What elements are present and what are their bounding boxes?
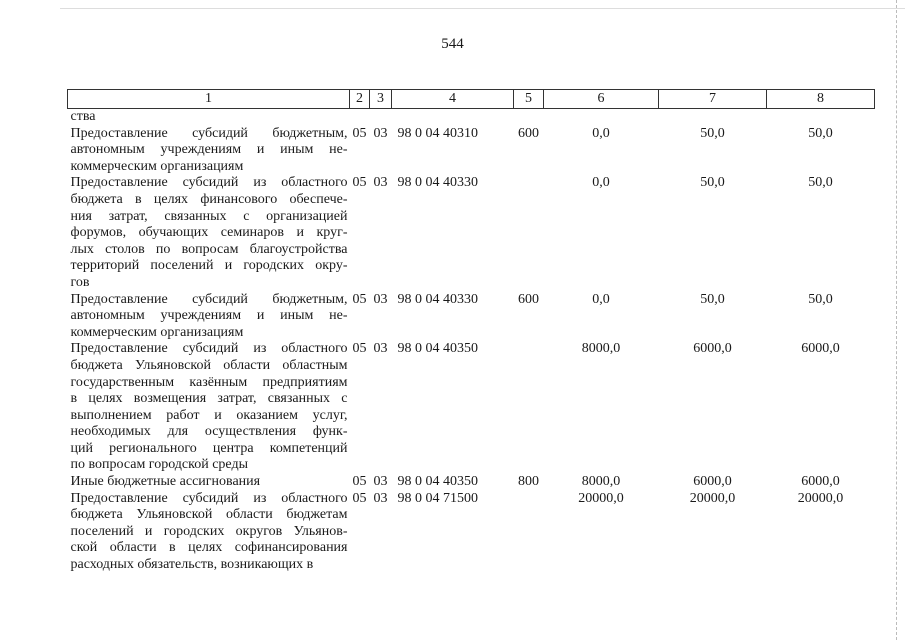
row-cell-c2: 05 (352, 175, 367, 191)
row-name-line: коммерческим организациям (70, 158, 244, 174)
row-name-line: бюджета Ульяновской области областным (70, 357, 348, 373)
row-cell-c3: 03 (373, 291, 388, 307)
row-cell-c5: 600 (518, 125, 539, 141)
row-name-line: коммерческим организациям (70, 324, 244, 340)
row-cell-c8: 6000,0 (801, 341, 840, 357)
row-cell-c3: 03 (373, 490, 388, 506)
table-row (68, 175, 875, 291)
row-cell-c7: 50,0 (700, 175, 725, 191)
row-name-cell (68, 126, 350, 176)
row-name-line: Предоставление субсидий бюджетным, (70, 125, 348, 141)
table-row (68, 341, 875, 474)
row-cell-c3: 03 (373, 175, 388, 191)
row-cell-c3: 03 (373, 125, 388, 141)
row-cell-c2: 05 (352, 125, 367, 141)
row-name-line: Предоставление субсидий из областного (70, 490, 348, 506)
row-name-cell (68, 109, 350, 126)
row-cell-c4: 98 0 04 40330 (397, 175, 478, 191)
row-cell-c2: 05 (352, 490, 367, 506)
row-cell-c5: 600 (518, 291, 539, 307)
row-name-line: расходных обязательств, возникающих в (70, 557, 314, 573)
row-name-line: ций регионального центра компетенций (70, 440, 348, 456)
row-name-line: необходимых для осуществления функ- (70, 424, 348, 440)
row-name-line: ской области в целях софинансирования (70, 540, 348, 556)
row-name-line: ства (70, 109, 96, 124)
row-cell-c5 (514, 341, 544, 474)
row-name-line: Предоставление субсидий из областного (70, 341, 348, 357)
row-name-line: форумов, обучающих семинаров и круг- (70, 225, 348, 241)
table-row (68, 491, 875, 574)
row-cell-c6: 20000,0 (578, 490, 624, 506)
row-cell-c7 (659, 109, 767, 126)
row-cell-c2: 05 (352, 474, 367, 490)
row-name-cell (68, 474, 350, 491)
row-cell-c8: 50,0 (808, 175, 833, 191)
row-cell-c8: 50,0 (808, 125, 833, 141)
row-name-line: Предоставление субсидий бюджетным, (70, 291, 348, 307)
row-cell-c6: 0,0 (592, 125, 610, 141)
row-cell-c5 (514, 175, 544, 291)
row-cell-c7: 50,0 (700, 291, 725, 307)
row-name-line: Предоставление субсидий из областного (70, 175, 348, 191)
row-cell-c7: 20000,0 (689, 490, 736, 506)
row-cell-c8: 20000,0 (797, 490, 844, 506)
header-cell-6: 6 (544, 90, 659, 109)
header-cell-7: 7 (659, 90, 767, 109)
row-name-line: автономным учреждениям и иным не- (70, 308, 348, 324)
row-name-line: выполнением работ и оказанием услуг, (70, 407, 348, 423)
row-cell-c4 (392, 109, 514, 126)
row-cell-c8: 50,0 (808, 291, 833, 307)
row-cell-c5: 800 (518, 474, 539, 490)
row-name-line: бюджета Ульяновской области бюджетам (70, 507, 348, 523)
row-name-line: гов (70, 274, 90, 290)
row-name-line: ния затрат, связанных с организацией (70, 208, 348, 224)
row-name-cell (68, 175, 350, 291)
page-edge-top (60, 8, 905, 9)
row-cell-c3 (370, 109, 392, 126)
row-name-cell (68, 341, 350, 474)
row-cell-c3: 03 (373, 341, 388, 357)
row-name-line: поселений и городских округов Ульянов- (70, 523, 348, 539)
row-cell-c8 (767, 109, 875, 126)
row-cell-c6: 0,0 (592, 291, 610, 307)
page-edge-right (896, 0, 897, 640)
header-cell-8: 8 (767, 90, 875, 109)
row-cell-c6: 8000,0 (581, 474, 621, 490)
table-header-row (68, 90, 875, 109)
row-name-line: автономным учреждениям и иным не- (70, 142, 348, 158)
header-cell-5: 5 (514, 90, 544, 109)
row-name-line: в целях возмещения затрат, связанных с (70, 391, 348, 407)
table-row (68, 474, 875, 491)
row-cell-c6 (544, 109, 659, 126)
row-cell-c7: 6000,0 (693, 474, 732, 490)
row-name-line: Иные бюджетные ассигнования (70, 474, 261, 490)
header-cell-1: 1 (68, 90, 350, 109)
header-cell-4: 4 (392, 90, 514, 109)
header-cell-2: 2 (350, 90, 370, 109)
row-cell-c6: 0,0 (592, 175, 610, 191)
table-row (68, 292, 875, 342)
row-cell-c4: 98 0 04 71500 (397, 490, 478, 506)
row-cell-c4: 98 0 04 40350 (397, 341, 478, 357)
row-name-line: территорий поселений и городских окру- (70, 258, 348, 274)
row-cell-c5 (514, 491, 544, 574)
row-cell-c2 (350, 109, 370, 126)
row-cell-c7: 50,0 (700, 125, 725, 141)
row-name-line: по вопросам городской среды (70, 457, 248, 473)
row-cell-c2: 05 (352, 341, 367, 357)
row-cell-c8: 6000,0 (801, 474, 840, 490)
row-name-line: государственным казённым предприятиям (70, 374, 348, 390)
row-cell-c5 (514, 109, 544, 126)
table-row (68, 109, 875, 126)
row-cell-c4: 98 0 04 40330 (397, 291, 478, 307)
row-cell-c4: 98 0 04 40310 (397, 125, 478, 141)
row-cell-c7: 6000,0 (693, 341, 732, 357)
row-cell-c3: 03 (373, 474, 388, 490)
row-name-cell (68, 491, 350, 574)
row-cell-c2: 05 (352, 291, 367, 307)
row-cell-c6: 8000,0 (581, 341, 621, 357)
row-name-line: лых столов по вопросам благоустройства (70, 241, 348, 257)
header-cell-3: 3 (370, 90, 392, 109)
table-row (68, 126, 875, 176)
row-name-cell (68, 292, 350, 342)
budget-table (67, 89, 875, 574)
row-cell-c4: 98 0 04 40350 (397, 474, 478, 490)
row-name-line: бюджета в целях финансового обеспече- (70, 191, 348, 207)
page-number: 544 (441, 36, 464, 52)
